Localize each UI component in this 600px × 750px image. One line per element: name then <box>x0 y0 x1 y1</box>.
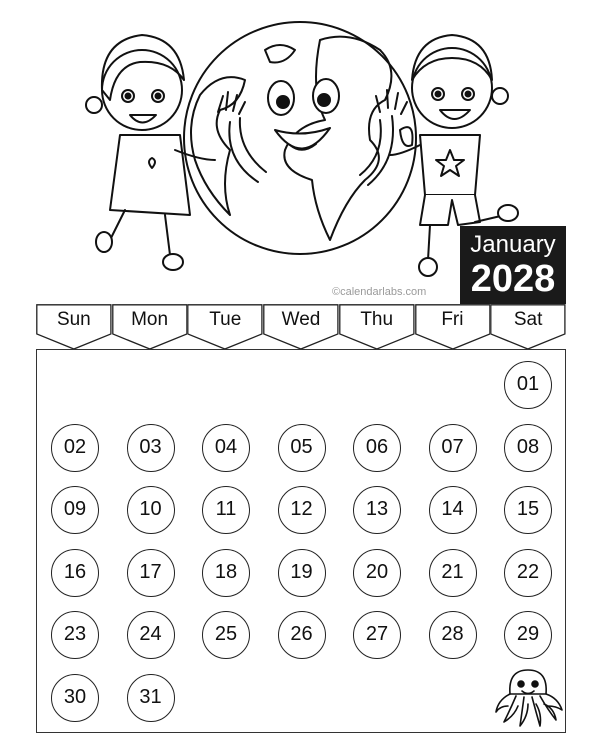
weekday-label: Sun <box>56 309 91 330</box>
day-20: 20 <box>353 549 401 597</box>
day-04: 04 <box>202 424 250 472</box>
day-24: 24 <box>127 611 175 659</box>
day-12: 12 <box>278 486 326 534</box>
weekday-label: Fri <box>441 309 464 330</box>
day-13: 13 <box>353 486 401 534</box>
day-18: 18 <box>202 549 250 597</box>
day-03: 03 <box>127 424 175 472</box>
day-23: 23 <box>51 611 99 659</box>
kids-hugging-earth-illustration <box>80 10 520 285</box>
weekday-cell <box>339 304 415 350</box>
weekday-header-row <box>36 304 566 350</box>
day-25: 25 <box>202 611 250 659</box>
weekday-label: Tue <box>209 309 242 330</box>
day-02: 02 <box>51 424 99 472</box>
year-number: 2028 <box>470 258 556 300</box>
day-06: 06 <box>353 424 401 472</box>
weekday-cell <box>187 304 263 350</box>
day-28: 28 <box>429 611 477 659</box>
weekday-cell <box>415 304 491 350</box>
weekday-cell <box>36 304 112 350</box>
weekday-label: Thu <box>360 309 394 330</box>
day-11: 11 <box>202 486 250 534</box>
octopus-icon <box>490 664 566 728</box>
day-30: 30 <box>51 674 99 722</box>
day-08: 08 <box>504 424 552 472</box>
month-name: January <box>470 231 556 258</box>
weekday-label: Wed <box>281 309 321 330</box>
calendar-grid <box>36 349 566 733</box>
day-14: 14 <box>429 486 477 534</box>
day-15: 15 <box>504 486 552 534</box>
day-26: 26 <box>278 611 326 659</box>
day-29: 29 <box>504 611 552 659</box>
day-17: 17 <box>127 549 175 597</box>
day-07: 07 <box>429 424 477 472</box>
day-05: 05 <box>278 424 326 472</box>
day-01: 01 <box>504 361 552 409</box>
day-09: 09 <box>51 486 99 534</box>
day-10: 10 <box>127 486 175 534</box>
weekday-cell <box>490 304 566 350</box>
day-19: 19 <box>278 549 326 597</box>
day-27: 27 <box>353 611 401 659</box>
day-22: 22 <box>504 549 552 597</box>
weekday-cell <box>112 304 188 350</box>
day-31: 31 <box>127 674 175 722</box>
weekday-label: Sat <box>513 309 543 330</box>
weekday-cell <box>263 304 339 350</box>
day-21: 21 <box>429 549 477 597</box>
watermark: ©calendarlabs.com <box>332 286 427 298</box>
month-year-badge <box>460 226 566 304</box>
weekday-label: Mon <box>131 309 169 330</box>
day-16: 16 <box>51 549 99 597</box>
